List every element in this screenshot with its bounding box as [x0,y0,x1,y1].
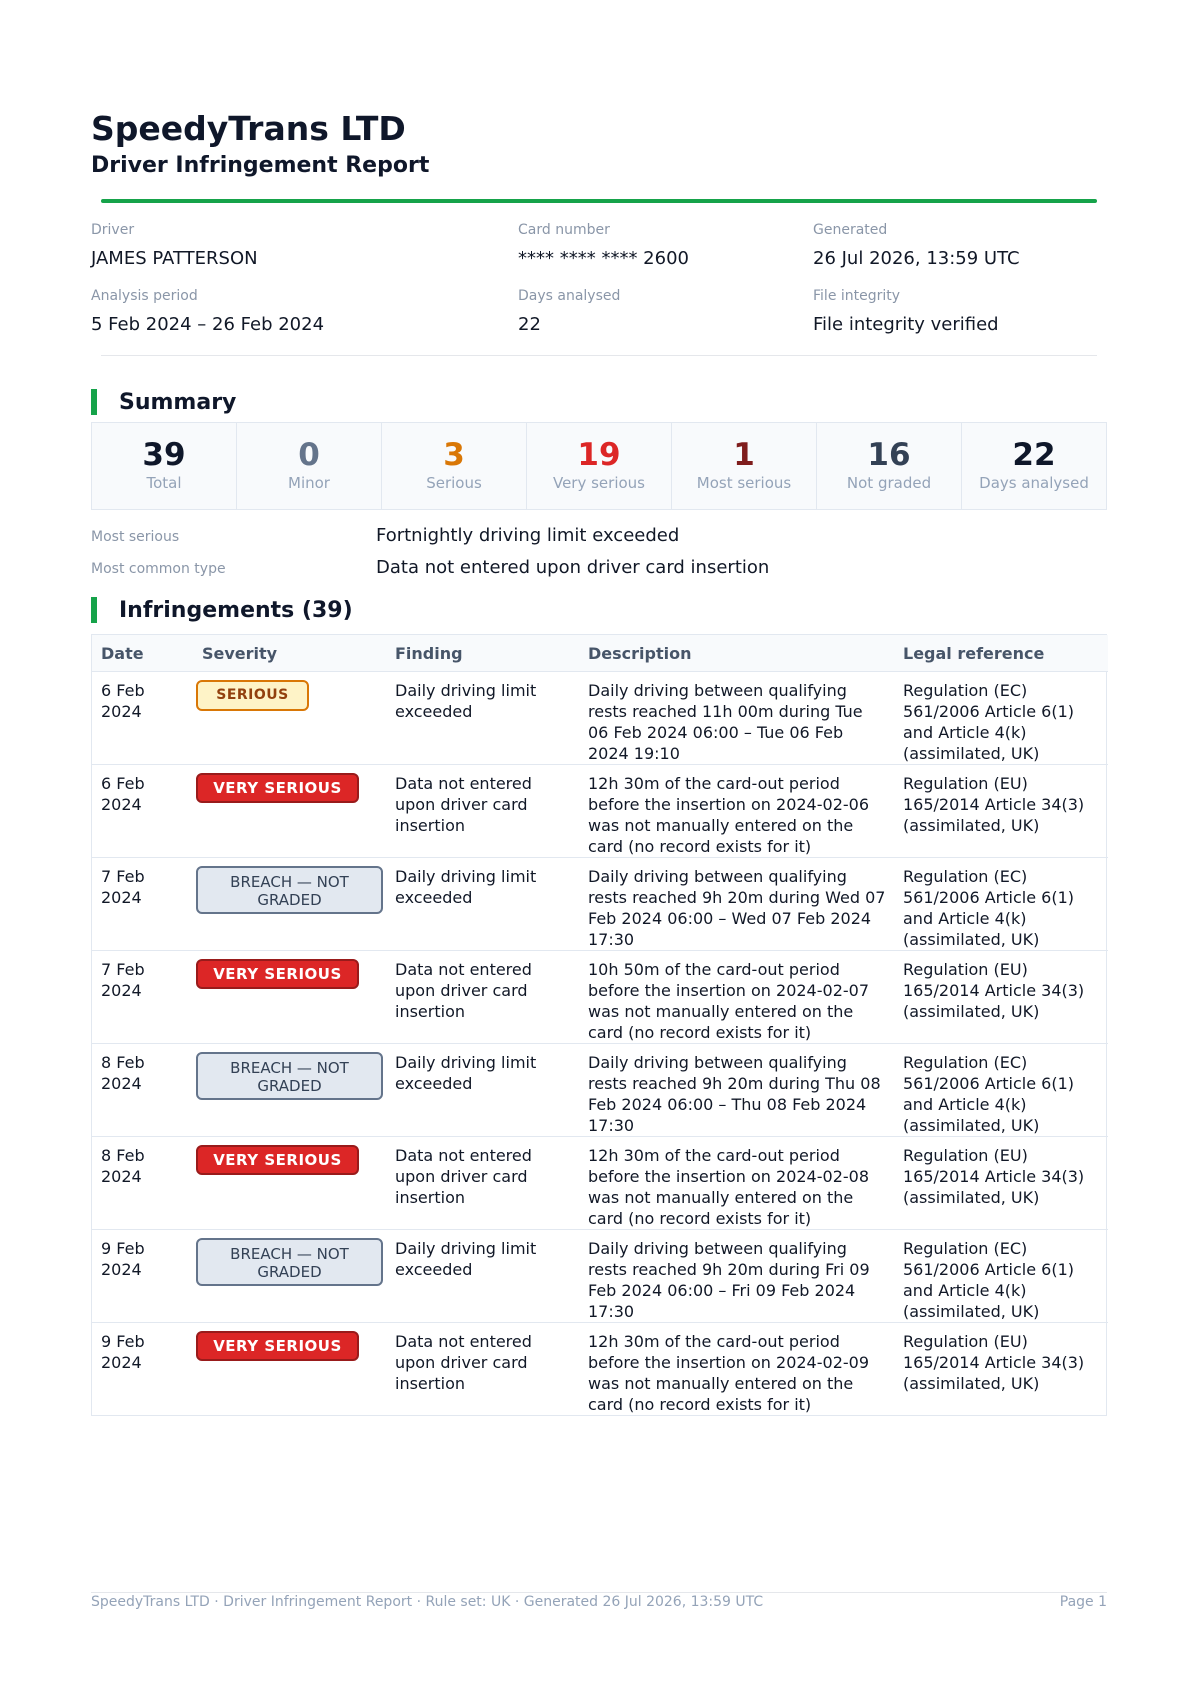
row-severity [193,1323,386,1416]
row-finding: Daily driving limit exceeded [386,858,579,951]
row-description: 12h 30m of the card-out period before the insertion on 2024-02-09 was not manually entered on the card (no record exists for it) [588,1332,869,1414]
row-description: Daily driving between qualifying rests reached 11h 00m during Tue 06 Feb 2024 06:00 – Tue 06 Feb 2024 19:10 [579,672,894,765]
row-legal-reference: Regulation (EC) 561/2006 Article 6(1) and Article 4(k) (assimilated, UK) [894,672,1108,765]
meta-driver-value: JAMES PATTERSON [91,248,258,269]
stat-total-label: Total [146,474,182,492]
page-number: Page 1 [1059,1594,1107,1610]
row-date: 7 Feb 2024 [92,858,193,951]
row-date: 8 Feb 2024 [92,1044,193,1137]
row-severity [193,858,386,951]
severity-badge: BREACH — NOT GRADED [196,1238,383,1286]
stat-minor-label: Minor [288,474,330,492]
meta-period-value: 5 Feb 2024 – 26 Feb 2024 [91,314,325,335]
table-row [92,765,1108,858]
stat-very-serious [527,423,672,509]
meta-card-label: Card number [518,222,610,238]
row-finding: Data not entered upon driver card insertion [395,1332,532,1393]
severity-badge: SERIOUS [196,680,309,711]
meta-driver-label: Driver [91,222,135,238]
report-title: Driver Infringement Report [91,153,430,178]
summary-stats [91,422,1107,510]
infringements-title: Infringements (39) [119,597,353,623]
table-row [92,1044,1108,1137]
meta-period [91,288,324,335]
most-serious-label: Most serious [91,529,180,545]
column-header-finding: Finding [386,635,579,672]
row-date: 9 Feb 2024 [92,1230,193,1323]
meta-days [518,288,620,335]
stat-serious-label: Serious [426,474,482,492]
table-row [92,672,1108,765]
meta-days-label: Days analysed [518,288,621,304]
stat-minor [237,423,382,509]
row-severity [193,1230,386,1323]
row-severity [193,1137,386,1230]
stat-most-serious-value: 1 [733,437,755,473]
row-legal-reference: Regulation (EU) 165/2014 Article 34(3) (assimilated, UK) [894,1137,1108,1230]
row-description: 12h 30m of the card-out period before the insertion on 2024-02-06 was not manually entered on the card (no record exists for it) [579,765,894,858]
most-common-value: Data not entered upon driver card insertion [376,557,770,578]
meta-days-value: 22 [518,314,541,335]
summary-heading [91,389,236,415]
footer-divider [91,1592,1107,1593]
row-legal-reference: Regulation (EU) 165/2014 Article 34(3) (assimilated, UK) [903,1332,1085,1393]
table-header-row [92,635,1108,672]
row-severity [193,1044,386,1137]
meta-divider [101,355,1097,356]
meta-integrity-value: File integrity verified [813,314,999,335]
severity-badge: BREACH — NOT GRADED [196,1052,383,1100]
row-date: 6 Feb 2024 [92,672,193,765]
column-header-severity: Severity [193,635,386,672]
meta-integrity [813,288,999,335]
severity-badge: VERY SERIOUS [196,959,359,989]
row-description: Daily driving between qualifying rests reached 9h 20m during Wed 07 Feb 2024 06:00 – Wed 07 Feb 2024 17:30 [579,858,894,951]
section-accent-bar [91,597,97,623]
meta-generated-value: 26 Jul 2026, 13:59 UTC [813,248,1020,269]
stat-days-analysed [962,423,1106,509]
stat-most-serious-label: Most serious [696,474,792,492]
meta-generated [813,222,1020,269]
stat-very-serious-label: Very serious [552,474,645,492]
meta-generated-label: Generated [813,222,888,238]
row-legal-reference: Regulation (EC) 561/2006 Article 6(1) and Article 4(k) (assimilated, UK) [894,1044,1108,1137]
severity-badge: BREACH — NOT GRADED [196,866,383,914]
stat-most-serious [672,423,817,509]
severity-badge: VERY SERIOUS [196,1145,359,1175]
column-header-date: Date [92,635,193,672]
header-divider [101,199,1097,203]
stat-minor-value: 0 [298,437,320,473]
stat-not-graded [817,423,962,509]
table-row [92,1137,1108,1230]
column-header-description: Description [579,635,894,672]
meta-card [518,222,689,269]
severity-badge: VERY SERIOUS [196,773,359,803]
meta-card-value: **** **** **** 2600 [518,248,689,269]
summary-title: Summary [119,389,237,415]
row-date: 7 Feb 2024 [92,951,193,1044]
stat-serious [382,423,527,509]
stat-days-analysed-value: 22 [1012,437,1056,473]
row-date: 9 Feb 2024 [101,1332,145,1372]
row-date: 6 Feb 2024 [92,765,193,858]
most-serious-value: Fortnightly driving limit exceeded [376,525,680,546]
row-finding: Data not entered upon driver card insertion [386,1137,579,1230]
row-finding: Daily driving limit exceeded [386,1230,579,1323]
row-finding: Daily driving limit exceeded [386,672,579,765]
stat-serious-value: 3 [443,437,465,473]
company-name: SpeedyTrans LTD [91,109,406,148]
footer-text: SpeedyTrans LTD · Driver Infringement Report · Rule set: UK · Generated 26 Jul 2026, 13:59 UTC [91,1594,764,1610]
row-description: Daily driving between qualifying rests reached 9h 20m during Fri 09 Feb 2024 06:00 – Fri 09 Feb 2024 17:30 [579,1230,894,1323]
most-common-label: Most common type [91,561,226,577]
row-legal-reference: Regulation (EU) 165/2014 Article 34(3) (assimilated, UK) [894,951,1108,1044]
meta-period-label: Analysis period [91,288,198,304]
row-legal-reference: Regulation (EC) 561/2006 Article 6(1) and Article 4(k) (assimilated, UK) [894,1230,1108,1323]
column-header-legal-reference: Legal reference [894,635,1108,672]
table-row [92,951,1108,1044]
row-description: 12h 30m of the card-out period before the insertion on 2024-02-08 was not manually entered on the card (no record exists for it) [579,1137,894,1230]
row-finding: Data not entered upon driver card insertion [386,765,579,858]
meta-integrity-label: File integrity [813,288,901,304]
stat-total [92,423,237,509]
section-accent-bar [91,389,97,415]
row-finding: Data not entered upon driver card insertion [386,951,579,1044]
stat-days-analysed-label: Days analysed [979,474,1089,492]
row-description: 10h 50m of the card-out period before the insertion on 2024-02-07 was not manually entered on the card (no record exists for it) [579,951,894,1044]
stat-very-serious-value: 19 [577,437,621,473]
row-description: Daily driving between qualifying rests reached 9h 20m during Thu 08 Feb 2024 06:00 – Thu 08 Feb 2024 17:30 [579,1044,894,1137]
table-row [92,858,1108,951]
row-finding: Daily driving limit exceeded [386,1044,579,1137]
meta-driver [91,222,258,269]
row-severity [193,951,386,1044]
row-legal-reference: Regulation (EU) 165/2014 Article 34(3) (assimilated, UK) [894,765,1108,858]
row-severity [193,765,386,858]
infringements-table [91,634,1107,1416]
row-date: 8 Feb 2024 [92,1137,193,1230]
stat-not-graded-label: Not graded [846,474,932,492]
infringements-heading [91,597,353,623]
row-severity [193,672,386,765]
table-row [92,1230,1108,1323]
table-row [92,1323,1108,1416]
row-legal-reference: Regulation (EC) 561/2006 Article 6(1) and Article 4(k) (assimilated, UK) [894,858,1108,951]
stat-total-value: 39 [142,437,186,473]
severity-badge: VERY SERIOUS [196,1331,359,1361]
stat-not-graded-value: 16 [867,437,911,473]
